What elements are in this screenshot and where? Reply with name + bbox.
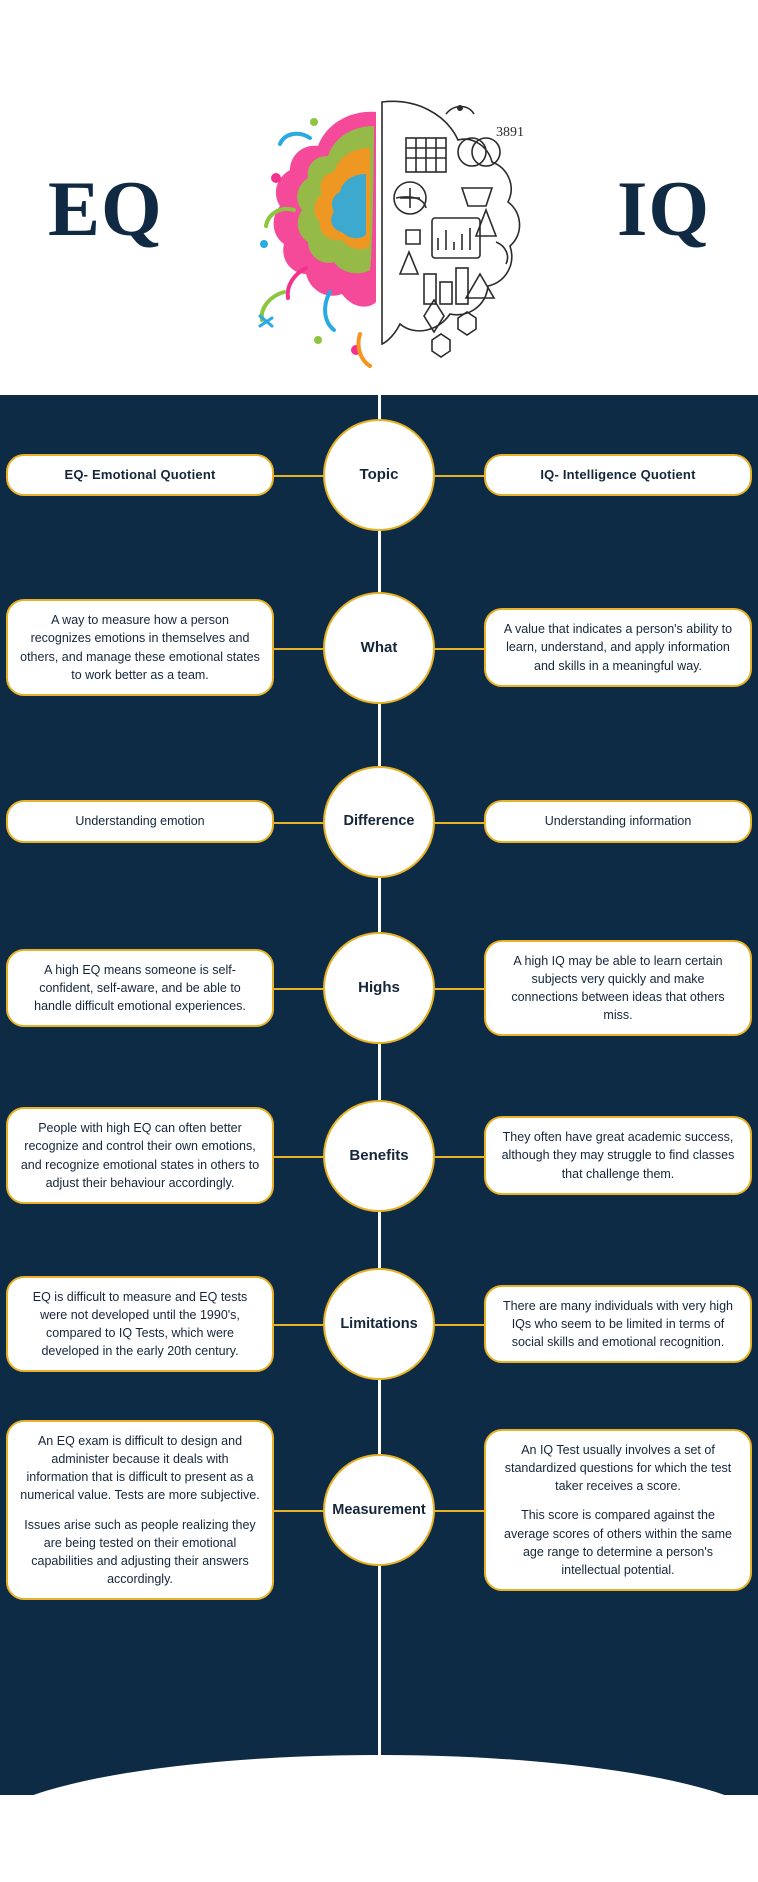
card-text: A high EQ means someone is self-confident, self-aware, and be able to handle difficult emotional experiences. <box>34 962 246 1014</box>
card-text: EQ is difficult to measure and EQ tests were not developed until the 1990's, compared to IQ Tests, which were developed in the early 20th century. <box>32 1289 248 1359</box>
board-bottom-curve <box>0 1755 758 1795</box>
card-text: Understanding information <box>544 814 692 829</box>
hub-label: What <box>360 638 398 656</box>
header <box>0 0 758 395</box>
card-text: A value that indicates a person's ability to learn, understand, and apply information and skills in a meaningful way. <box>503 622 733 673</box>
header-title-eq: EQ <box>48 165 163 252</box>
card-text: There are many individuals with very high IQs who seem to be limited in terms of social skills and emotional recognition. <box>503 1298 733 1350</box>
connector-right <box>426 1156 486 1158</box>
card-right-highs <box>484 940 752 1037</box>
card-right-limitations <box>484 1285 752 1363</box>
hub-label: Benefits <box>349 1146 409 1164</box>
card-text: People with high EQ can often better recognize and control their own emotions, and recognize emotional states in others to adjust their behaviour accordingly. <box>20 1121 260 1190</box>
svg-text:3891: 3891 <box>496 125 524 140</box>
connector-right <box>426 648 486 650</box>
hub-limitations <box>323 1268 435 1380</box>
connector-right <box>426 822 486 824</box>
card-text: Issues arise such as people realizing they are being tested on their emotional capabilities and adjusting their answers accordingly. <box>24 1517 256 1586</box>
connector-right <box>426 1324 486 1326</box>
comparison-row-difference <box>0 740 758 903</box>
card-text: This score is compared against the average scores of others within the same age range to determine a person's intellectual potential. <box>504 1508 732 1577</box>
hub-topic <box>323 419 435 531</box>
brain-illustration-icon <box>210 78 550 378</box>
comparison-row-what <box>0 555 758 740</box>
card-right-topic <box>484 454 752 497</box>
hub-measurement <box>323 1454 435 1566</box>
card-text: They often have great academic success, although they may struggle to find classes that challenge them. <box>501 1130 735 1181</box>
comparison-board <box>0 395 758 1795</box>
card-right-difference <box>484 800 752 842</box>
card-left-topic <box>6 454 274 497</box>
card-right-measurement <box>484 1429 752 1591</box>
card-text: An EQ exam is difficult to design and administer because it deals with information that is difficult to present as a numerical value. Tests are more subjective. <box>20 1434 260 1503</box>
card-left-difference <box>6 800 274 842</box>
card-text: EQ- Emotional Quotient <box>64 466 216 482</box>
card-left-benefits <box>6 1107 274 1204</box>
card-left-measurement <box>6 1420 274 1600</box>
hub-label: Topic <box>359 466 399 484</box>
card-left-highs <box>6 949 274 1027</box>
card-text: A high IQ may be able to learn certain subjects very quickly and make connections between ideas that others miss. <box>511 953 725 1023</box>
card-text: A way to measure how a person recognizes emotions in themselves and others, and manage these emotional states to work better as a team. <box>20 613 260 682</box>
hub-what <box>323 592 435 704</box>
hub-label: Difference <box>343 813 415 830</box>
card-text: IQ- Intelligence Quotient <box>540 466 696 482</box>
card-text: An IQ Test usually involves a set of standardized questions for which the test taker receives a score. <box>504 1443 732 1494</box>
card-left-what <box>6 599 274 696</box>
hub-label: Measurement <box>332 1501 426 1518</box>
card-text: Understanding emotion <box>75 814 205 829</box>
comparison-row-highs <box>0 903 758 1073</box>
connector-right <box>426 988 486 990</box>
connector-right <box>426 475 486 477</box>
card-left-limitations <box>6 1276 274 1373</box>
hub-benefits <box>323 1100 435 1212</box>
header-title-iq: IQ <box>616 165 710 252</box>
comparison-row-benefits <box>0 1073 758 1238</box>
comparison-row-measurement <box>0 1410 758 1610</box>
card-right-benefits <box>484 1116 752 1194</box>
comparison-row-limitations <box>0 1238 758 1410</box>
comparison-rows <box>0 395 758 1610</box>
hub-difference <box>323 766 435 878</box>
comparison-row-topic <box>0 395 758 555</box>
connector-right <box>426 1510 486 1512</box>
hub-highs <box>323 932 435 1044</box>
hub-label: Highs <box>358 979 400 997</box>
hub-label: Limitations <box>340 1315 418 1332</box>
card-right-what <box>484 608 752 686</box>
